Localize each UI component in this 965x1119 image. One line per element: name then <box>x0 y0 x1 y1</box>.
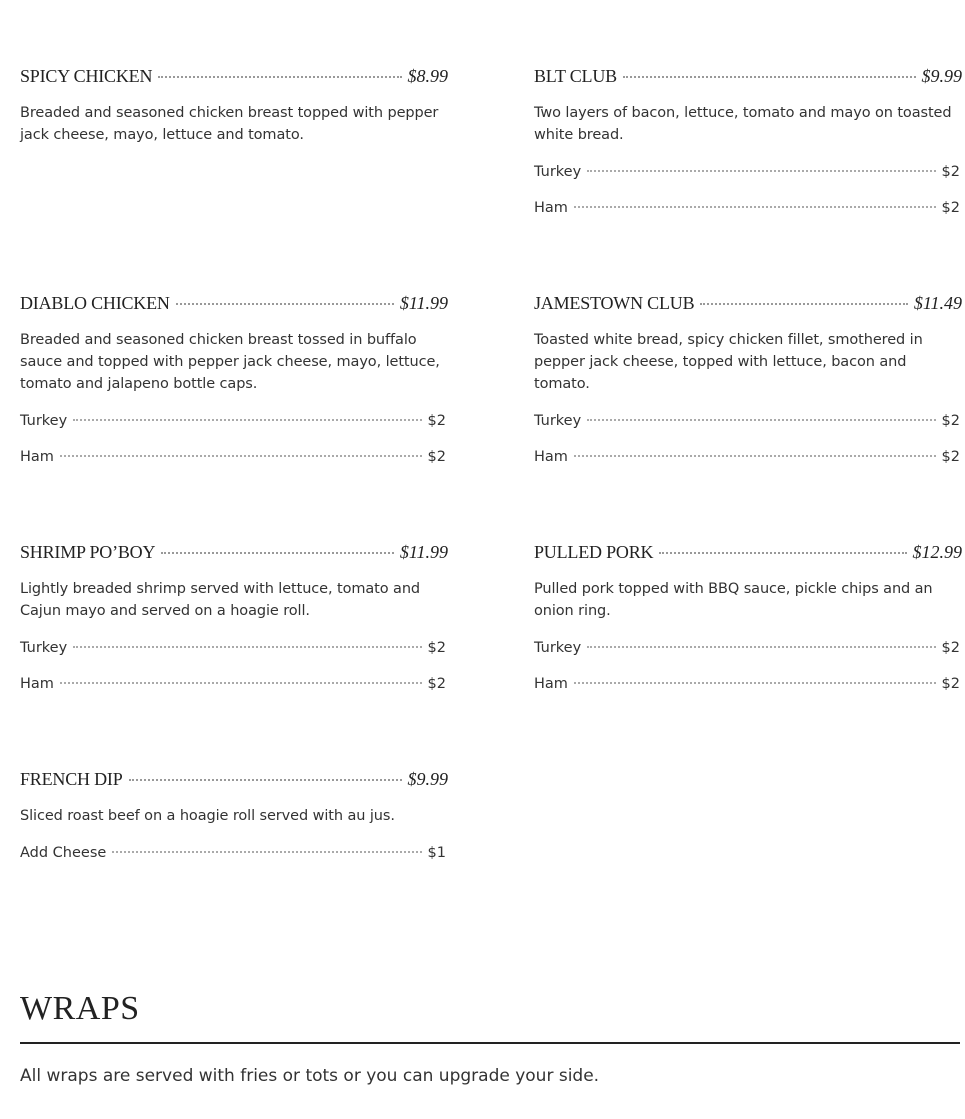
addon-label: Turkey <box>20 640 68 656</box>
addon-price: $2 <box>941 413 960 429</box>
dotted-leader <box>60 682 422 684</box>
addon-price: $2 <box>941 200 960 216</box>
addon-row <box>534 630 962 666</box>
addon-list <box>20 835 448 871</box>
section-title-wraps: WRAPS <box>20 990 140 1027</box>
dotted-leader <box>587 419 935 421</box>
menu-item-title-line <box>534 293 962 319</box>
addon-row <box>534 190 962 226</box>
menu-item-shrimp-poboy <box>20 542 448 769</box>
menu-item-diablo-chicken <box>20 293 448 542</box>
addon-row <box>534 439 962 475</box>
addon-row <box>534 403 962 439</box>
menu-item-description: Lightly breaded shrimp served with lettuce, tomato and Cajun mayo and served on a hoagie roll. <box>20 581 421 619</box>
addon-label: Turkey <box>534 413 582 429</box>
addon-label: Add Cheese <box>20 845 107 861</box>
menu-item-price: $11.49 <box>913 293 962 313</box>
addon-row <box>20 403 448 439</box>
dotted-leader <box>161 552 394 554</box>
addon-label: Ham <box>534 200 568 216</box>
addon-price: $2 <box>941 449 960 465</box>
addon-label: Ham <box>20 676 54 692</box>
menu-item-jamestown-club <box>534 293 962 542</box>
section-note: All wraps are served with fries or tots or you can upgrade your side. <box>20 1066 600 1086</box>
menu-item-price: $12.99 <box>912 542 962 562</box>
addon-list <box>534 403 962 475</box>
dotted-leader <box>574 206 936 208</box>
addon-price: $2 <box>427 449 446 465</box>
addon-label: Ham <box>534 449 568 465</box>
menu-item-description: Two layers of bacon, lettuce, tomato and mayo on toasted white bread. <box>534 105 952 143</box>
addon-list <box>20 630 448 702</box>
menu-item-description: Sliced roast beef on a hoagie roll served with au jus. <box>20 808 395 824</box>
menu-item-title-line <box>534 66 962 92</box>
addon-price: $2 <box>427 413 446 429</box>
menu-item-name: SHRIMP PO’BOY <box>20 542 156 562</box>
dotted-leader <box>623 76 916 78</box>
addon-label: Ham <box>534 676 568 692</box>
menu-items-grid <box>20 66 960 969</box>
menu-item-description: Pulled pork topped with BBQ sauce, pickle chips and an onion ring. <box>534 581 933 619</box>
menu-item-name: SPICY CHICKEN <box>20 66 153 86</box>
addon-price: $2 <box>941 676 960 692</box>
menu-item-spicy-chicken <box>20 66 448 293</box>
addon-label: Ham <box>20 449 54 465</box>
addon-row <box>534 154 962 190</box>
menu-item-name: BLT CLUB <box>534 66 617 86</box>
addon-row <box>20 630 448 666</box>
menu-item-price: $11.99 <box>399 542 448 562</box>
addon-list <box>534 154 962 226</box>
menu-item-french-dip <box>20 769 448 969</box>
addon-row <box>20 439 448 475</box>
menu-item-title-line <box>20 293 448 319</box>
menu-item-price: $11.99 <box>399 293 448 313</box>
addon-row <box>20 835 448 871</box>
dotted-leader <box>587 646 935 648</box>
menu-item-price: $8.99 <box>407 66 448 86</box>
addon-price: $2 <box>941 164 960 180</box>
menu-item-blt-club <box>534 66 962 293</box>
dotted-leader <box>129 779 402 781</box>
dotted-leader <box>659 552 906 554</box>
dotted-leader <box>73 419 421 421</box>
menu-item-name: DIABLO CHICKEN <box>20 293 170 313</box>
menu-item-title-line <box>20 66 448 92</box>
menu-item-description: Breaded and seasoned chicken breast topped with pepper jack cheese, mayo, lettuce and tomato. <box>20 105 439 143</box>
menu-item-description: Toasted white bread, spicy chicken fillet, smothered in pepper jack cheese, topped with lettuce, bacon and tomato. <box>534 332 923 392</box>
dotted-leader <box>176 303 394 305</box>
menu-item-price: $9.99 <box>921 66 962 86</box>
dotted-leader <box>574 682 936 684</box>
addon-row <box>20 666 448 702</box>
dotted-leader <box>700 303 907 305</box>
addon-list <box>20 403 448 475</box>
addon-label: Turkey <box>534 640 582 656</box>
dotted-leader <box>158 76 401 78</box>
menu-item-name: FRENCH DIP <box>20 769 123 789</box>
section-divider <box>20 1042 960 1044</box>
addon-list <box>534 630 962 702</box>
dotted-leader <box>112 851 421 853</box>
dotted-leader <box>60 455 422 457</box>
addon-label: Turkey <box>20 413 68 429</box>
addon-label: Turkey <box>534 164 582 180</box>
dotted-leader <box>73 646 421 648</box>
dotted-leader <box>574 455 936 457</box>
dotted-leader <box>587 170 935 172</box>
menu-item-title-line <box>534 542 962 568</box>
addon-price: $2 <box>941 640 960 656</box>
addon-price: $1 <box>427 845 446 861</box>
addon-price: $2 <box>427 640 446 656</box>
menu-item-name: PULLED PORK <box>534 542 654 562</box>
menu-item-price: $9.99 <box>407 769 448 789</box>
addon-price: $2 <box>427 676 446 692</box>
menu-item-name: JAMESTOWN CLUB <box>534 293 695 313</box>
menu-item-description: Breaded and seasoned chicken breast tossed in buffalo sauce and topped with pepper jack cheese, mayo, lettuce, tomato and jalapeno bottle caps. <box>20 332 440 392</box>
menu-item-title-line <box>20 769 448 795</box>
addon-row <box>534 666 962 702</box>
menu-item-pulled-pork <box>534 542 962 769</box>
menu-item-title-line <box>20 542 448 568</box>
